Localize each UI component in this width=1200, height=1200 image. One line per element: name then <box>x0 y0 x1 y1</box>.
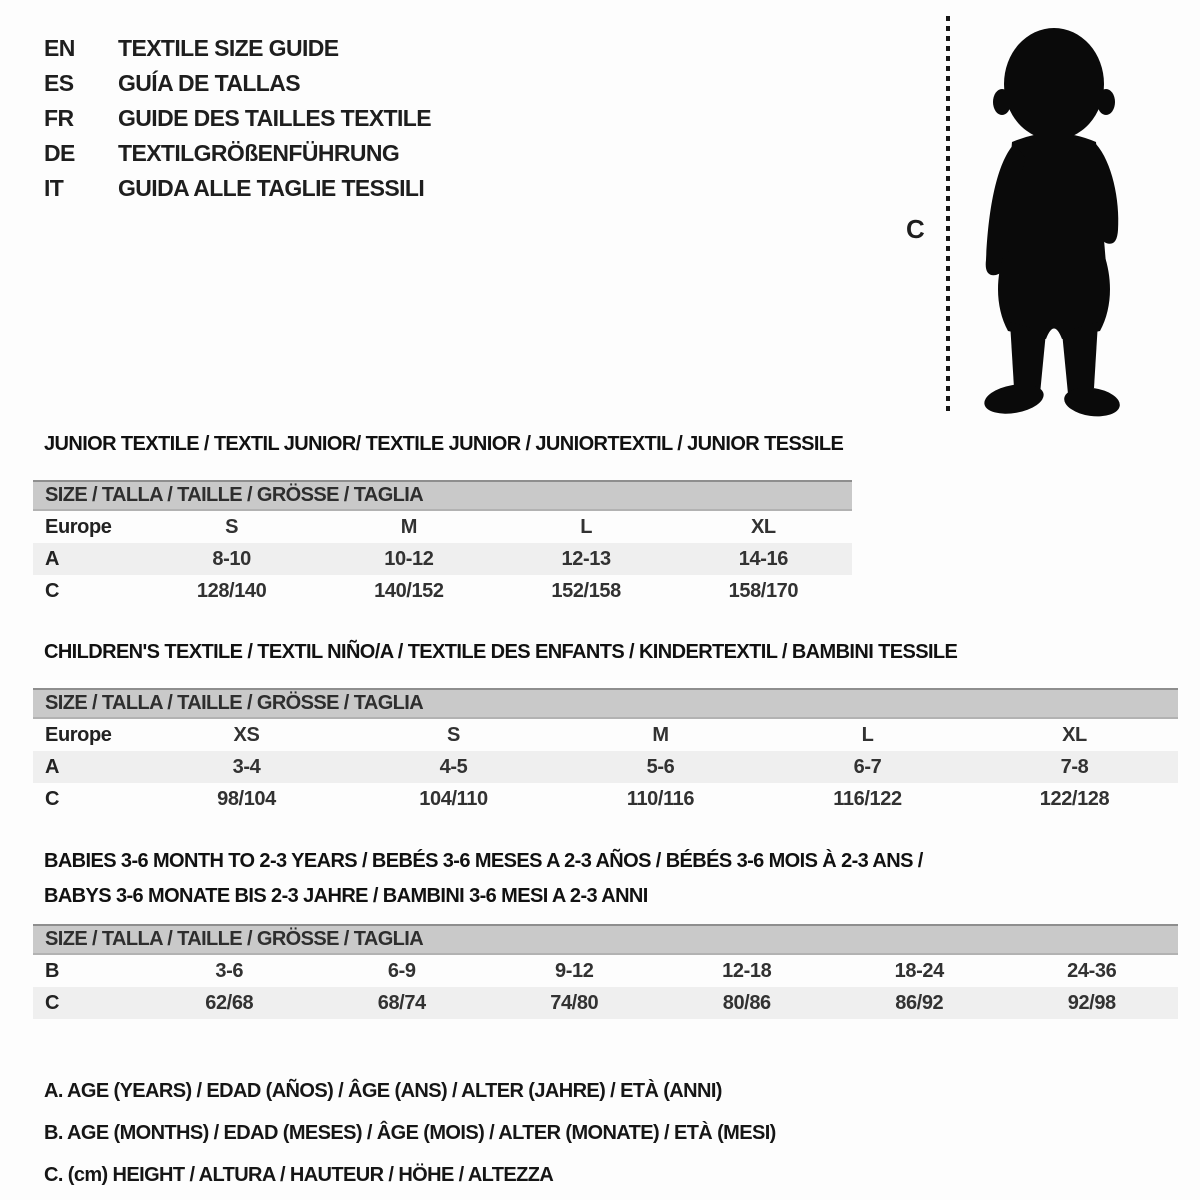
table-row <box>33 987 1178 1019</box>
row-label: A <box>45 548 60 570</box>
lang-code: FR <box>44 105 74 131</box>
value-cell: 8-10 <box>212 548 251 570</box>
babies-table-rows <box>33 955 1178 1019</box>
table-row <box>33 511 852 543</box>
value-cell: XL <box>750 516 776 538</box>
legend-notes <box>44 1070 776 1196</box>
lang-title: GUÍA DE TALLAS <box>118 70 300 96</box>
junior-table-rows <box>33 511 852 607</box>
value-cell: 12-18 <box>722 960 772 982</box>
value-cell: 62/68 <box>205 992 254 1014</box>
note-age-years: A. AGE (YEARS) / EDAD (AÑOS) / ÂGE (ANS) / ALTER (JAHRE) / ETÀ (ANNI) <box>44 1080 722 1102</box>
table-row <box>33 543 852 575</box>
lang-code: IT <box>44 175 64 201</box>
note-age-months: B. AGE (MONTHS) / EDAD (MESES) / ÂGE (MOIS) / ALTER (MONATE) / ETÀ (MESI) <box>44 1122 776 1144</box>
row-label: A <box>45 756 60 778</box>
value-cell: 128/140 <box>196 580 267 602</box>
value-cell: S <box>447 724 460 746</box>
value-cell: 3-4 <box>232 756 261 778</box>
children-size-table <box>33 688 1178 815</box>
lang-row-es <box>44 66 431 101</box>
value-cell: 18-24 <box>894 960 944 982</box>
lang-row-en <box>44 31 431 66</box>
size-header-bar: SIZE / TALLA / TAILLE / GRÖSSE / TAGLIA <box>33 688 1178 719</box>
lang-title: TEXTILGRÖßENFÜHRUNG <box>118 140 400 166</box>
size-header-bar: SIZE / TALLA / TAILLE / GRÖSSE / TAGLIA <box>33 924 1178 955</box>
lang-row-it <box>44 171 431 206</box>
lang-row-fr <box>44 101 431 136</box>
language-title-list <box>44 31 431 206</box>
row-label: C <box>45 580 60 602</box>
lang-code: DE <box>44 140 75 166</box>
value-cell: 140/152 <box>374 580 444 602</box>
row-label: Europe <box>45 516 112 538</box>
row-label: C <box>45 992 60 1014</box>
height-dashed-line <box>946 16 950 416</box>
lang-title: GUIDA ALLE TAGLIE TESSILI <box>118 175 425 201</box>
row-label: B <box>45 960 60 982</box>
value-cell: 14-16 <box>738 548 788 570</box>
value-cell: 7-8 <box>1060 756 1089 778</box>
value-cell: 86/92 <box>895 992 944 1014</box>
value-cell: 4-5 <box>439 756 468 778</box>
value-cell: 104/110 <box>419 788 488 810</box>
children-table-rows <box>33 719 1178 815</box>
value-cell: 158/170 <box>728 580 799 602</box>
value-cell: 5-6 <box>646 756 675 778</box>
value-cell: 110/116 <box>626 788 695 810</box>
value-cell: 68/74 <box>377 992 426 1014</box>
table-row <box>33 751 1178 783</box>
value-cell: S <box>225 516 239 538</box>
value-cell: 152/158 <box>551 580 621 602</box>
value-cell: M <box>400 516 417 538</box>
junior-size-table <box>33 480 852 607</box>
value-cell: XL <box>1062 724 1087 746</box>
lang-title: GUIDE DES TAILLES TEXTILE <box>118 105 431 131</box>
children-section-heading: CHILDREN'S TEXTILE / TEXTIL NIÑO/A / TEXTILE DES ENFANTS / KINDERTEXTIL / BAMBINI TESSILE <box>44 641 958 663</box>
lang-code: ES <box>44 70 74 96</box>
value-cell: M <box>652 724 669 746</box>
lang-code: EN <box>44 35 75 61</box>
size-header-bar: SIZE / TALLA / TAILLE / GRÖSSE / TAGLIA <box>33 480 852 511</box>
babies-section-heading-line2: BABYS 3-6 MONATE BIS 2-3 JAHRE / BAMBINI 3-6 MESI A 2-3 ANNI <box>44 885 648 907</box>
value-cell: 3-6 <box>215 960 244 982</box>
height-measure-label: C <box>906 214 925 244</box>
junior-section-heading: JUNIOR TEXTILE / TEXTIL JUNIOR/ TEXTILE JUNIOR / JUNIORTEXTIL / JUNIOR TESSILE <box>44 433 844 455</box>
value-cell: 122/128 <box>1039 788 1110 810</box>
note-height-cm: C. (cm) HEIGHT / ALTURA / HAUTEUR / HÖHE / ALTEZZA <box>44 1164 554 1186</box>
lang-row-de <box>44 136 431 171</box>
value-cell: 92/98 <box>1067 992 1116 1014</box>
value-cell: XS <box>233 724 260 746</box>
babies-section-heading-line1: BABIES 3-6 MONTH TO 2-3 YEARS / BEBÉS 3-6 MESES A 2-3 AÑOS / BÉBÉS 3-6 MOIS À 2-3 ANS / <box>44 850 923 872</box>
value-cell: L <box>861 724 874 746</box>
row-label: C <box>45 788 60 810</box>
value-cell: 98/104 <box>217 788 276 810</box>
value-cell: 9-12 <box>555 960 594 982</box>
value-cell: 6-9 <box>387 960 416 982</box>
value-cell: 24-36 <box>1067 960 1117 982</box>
toddler-silhouette-icon <box>962 22 1148 423</box>
value-cell: 116/122 <box>833 788 902 810</box>
value-cell: 6-7 <box>853 756 882 778</box>
value-cell: 74/80 <box>550 992 599 1014</box>
table-row <box>33 575 852 607</box>
lang-title: TEXTILE SIZE GUIDE <box>118 35 339 61</box>
value-cell: 12-13 <box>561 548 611 570</box>
value-cell: 10-12 <box>384 548 434 570</box>
table-row <box>33 955 1178 987</box>
babies-size-table <box>33 924 1178 1019</box>
value-cell: 80/86 <box>722 992 771 1014</box>
row-label: Europe <box>45 724 112 746</box>
table-row <box>33 719 1178 751</box>
value-cell: L <box>580 516 593 538</box>
table-row <box>33 783 1178 815</box>
